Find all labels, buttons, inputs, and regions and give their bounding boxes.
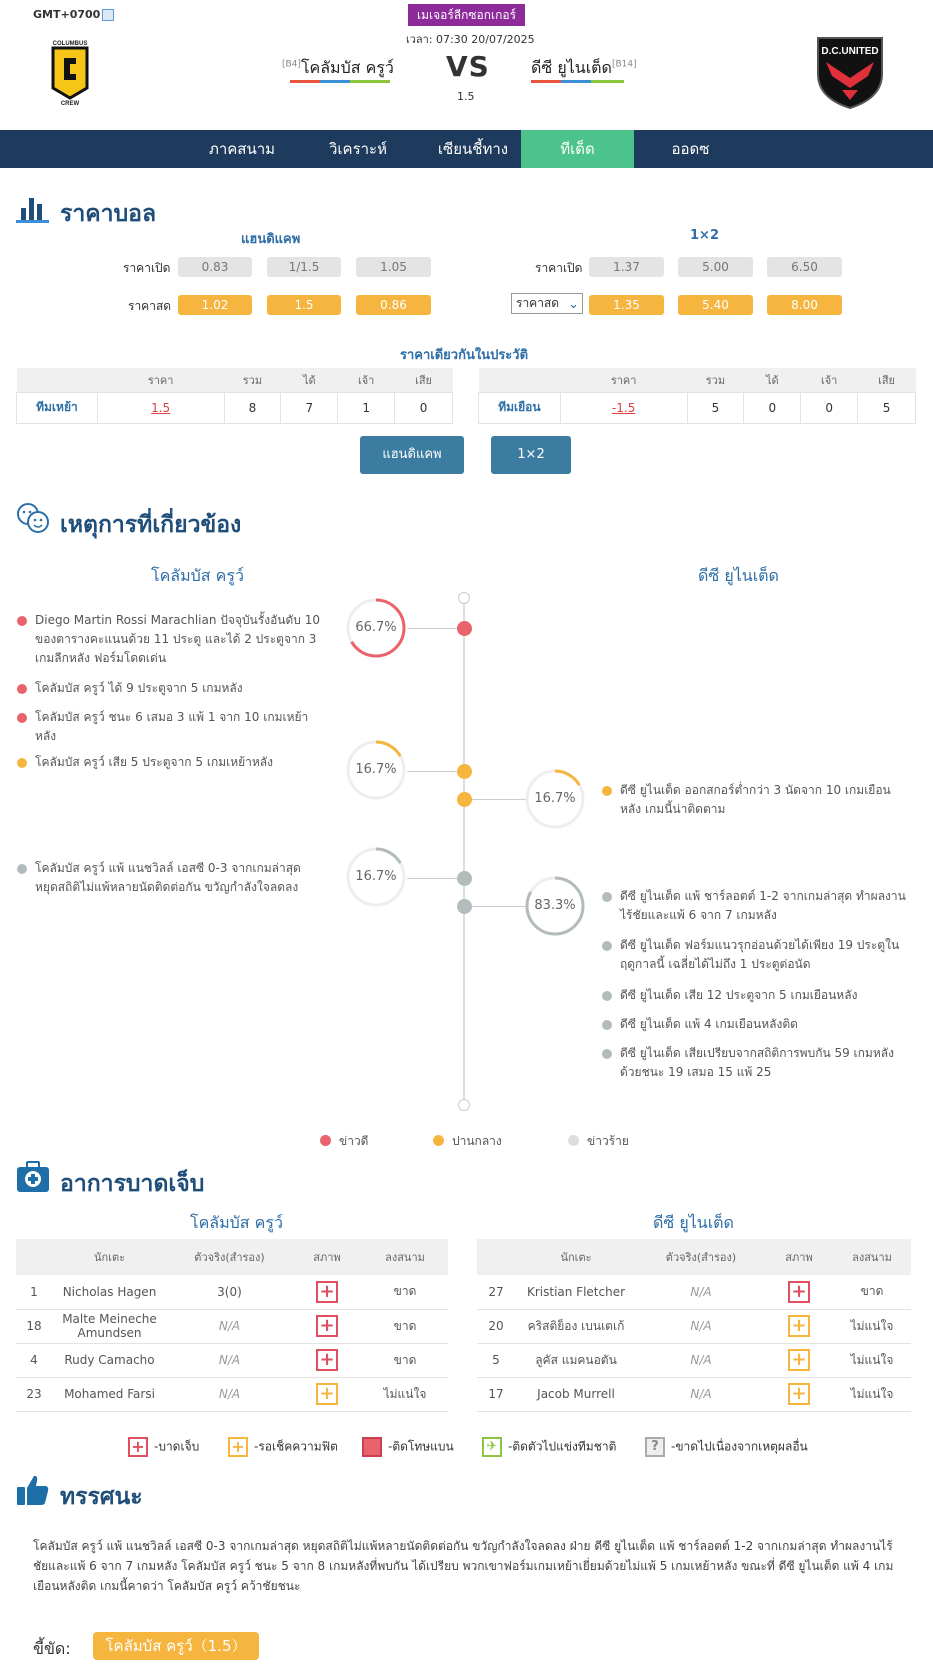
home-underline-2 (320, 80, 350, 83)
hist-h2: รวม (224, 368, 281, 392)
event-away-bad-5 (620, 1044, 910, 1082)
event-text: โคลัมบัส ครูว์ ได้ 9 ประตูจาก 5 เกมหลัง (35, 681, 243, 695)
table-row (17, 392, 453, 423)
player-name[interactable]: Rudy Camacho (52, 1343, 167, 1377)
ring-away-bad-label: 83.3% (534, 898, 576, 913)
injury-table-home (16, 1239, 448, 1412)
hdp-open-away: 1.05 (356, 257, 431, 277)
hist-h5: เสีย (858, 368, 916, 392)
inj-h1: นักเตะ (52, 1239, 167, 1275)
hist-h0 (479, 368, 561, 392)
ring-away-bad (525, 876, 585, 936)
player-availability: ไม่แน่ใจ (362, 1377, 448, 1411)
tab-odds[interactable]: ออดซ (671, 140, 710, 158)
injured-icon: + (316, 1315, 338, 1337)
event-away-bad-4 (620, 1015, 910, 1034)
away-underline-3 (591, 80, 624, 83)
legend-label: -ขาดไปเนื่องจากเหตุผลอื่น (671, 1439, 808, 1454)
inj-h4: ลงสนาม (362, 1239, 448, 1275)
legend-mid-label: ปานกลาง (452, 1134, 502, 1148)
player-status (765, 1309, 833, 1343)
player-availability: ไม่แน่ใจ (833, 1343, 911, 1377)
connector-away-bad (470, 906, 526, 907)
good-dot (17, 616, 27, 626)
player-number: 4 (16, 1343, 52, 1377)
timeline-dot-away-bad (457, 899, 472, 914)
hist-h1: ราคา (97, 368, 224, 392)
player-status (765, 1377, 833, 1411)
legend-label: -บาดเจ็บ (154, 1439, 200, 1454)
bar-chart-icon (16, 194, 49, 224)
player-apps: N/A (167, 1377, 292, 1411)
player-status (292, 1377, 362, 1411)
x12-open-draw: 5.00 (678, 257, 753, 277)
fitness-check-icon: + (316, 1383, 338, 1405)
away-underline-1 (531, 80, 561, 83)
hdp-open-home: 0.83 (178, 257, 252, 277)
table-row (477, 1343, 911, 1377)
home-team-logo (48, 36, 92, 106)
event-text: ดีซี ยูไนเต็ด เสีย 12 ประตูจาก 5 เกมเยือนหลัง (620, 988, 858, 1002)
event-text: ดีซี ยูไนเต็ด แพ้ 4 เกมเยือนหลังติด (620, 1017, 798, 1031)
player-number: 18 (16, 1309, 52, 1343)
history-total: 5 (687, 392, 744, 423)
timeline-dot-away-mid (457, 792, 472, 807)
history-team-label: ทีมเยือน (479, 392, 561, 423)
player-name[interactable]: Nicholas Hagen (52, 1275, 167, 1309)
history-win: 0 (744, 392, 801, 423)
legend-good-dot (320, 1135, 331, 1146)
x12-open-away: 6.50 (767, 257, 842, 277)
away-team-logo (812, 32, 888, 110)
timezone-icon (102, 9, 114, 21)
handicap-value: 1.5 (457, 90, 475, 103)
ring-home-mid-label: 16.7% (355, 762, 397, 777)
player-number: 1 (16, 1275, 52, 1309)
mid-dot (17, 758, 27, 768)
x12-open-home: 1.37 (589, 257, 664, 277)
player-name[interactable]: Mohamed Farsi (52, 1377, 167, 1411)
player-apps: N/A (637, 1309, 765, 1343)
thumbs-up-icon (16, 1473, 50, 1507)
bad-dot (17, 864, 27, 874)
connector-home-good (407, 628, 457, 629)
legend-good-label: ข่าวดี (339, 1134, 369, 1148)
history-team-label: ทีมเหย้า (17, 392, 98, 423)
x12-live-home[interactable]: 1.35 (589, 295, 664, 315)
hdp-live-label: ราคาสด (128, 299, 172, 313)
player-status (765, 1343, 833, 1377)
event-away-bad-1 (620, 887, 910, 925)
player-apps: N/A (167, 1343, 292, 1377)
legend-mid (433, 1132, 502, 1151)
legend-good (320, 1132, 368, 1151)
bad-dot (602, 892, 612, 902)
ring-home-bad (346, 847, 406, 907)
history-odds-link[interactable]: -1.5 (560, 392, 687, 423)
events-home-team: โคลัมบัส ครูว์ (151, 566, 244, 585)
tip-label: ขี้ขัด: (33, 1639, 71, 1658)
event-text: ดีซี ยูไนเต็ด ฟอร์มแนวรุกอ่อนด้วยได้เพียง 19 ประตูในฤดูกาลนี้ เฉลี่ยได้ไม่ถึง 1 ประตูต่อนัด (620, 938, 900, 971)
bad-dot (602, 1049, 612, 1059)
player-name[interactable]: Kristian Fletcher (515, 1275, 637, 1309)
history-loss: 0 (395, 392, 453, 423)
history-draw: 1 (338, 392, 395, 423)
fitness-check-icon: + (228, 1437, 248, 1457)
player-status (292, 1309, 362, 1343)
away-rank: [B14] (611, 59, 637, 70)
handicap-button[interactable]: แฮนดิแคพ (360, 436, 464, 474)
tab-analysis[interactable]: วิเคราะห์ (328, 140, 387, 158)
player-status (292, 1343, 362, 1377)
hdp-open-line: 1/1.5 (267, 257, 341, 277)
event-home-good-2 (35, 679, 325, 698)
injury-header-row (16, 1239, 448, 1275)
match-header (0, 0, 933, 130)
question-icon: ? (645, 1437, 665, 1457)
away-team-name[interactable] (531, 56, 637, 81)
opinion-text: โคลัมบัส ครูว์ แพ้ แนชวิลล์ เอสซี 0-3 จากเกมล่าสุด หยุดสถิติไม่แพ้หลายนัดติดต่อกัน ขวัญกำลังใจลดลง ฝ่าย ดีซี ยูไนเต็ด แพ้ ชาร์ลอตต์ 1-2 จากเกมล่าสุด ทำผลงานไร้ชัยและแพ้ 6 จาก 7 เกมหลัง โคลัมบัส ครูว์ ชนะ 5 จาก 8 เกมหลังที่พบกัน ได้เปรียบ พวกเขาฟอร์มเกมเหย้าเยี่ยมด้วยไม่แพ้ 5 เกมเหย้าหลัง ขณะที่ ดีซี ยูไนเต็ด แพ้ 4 เกมเยือนหลังติด เกมนี้คาดว่า โคลัมบัส ครูว์ คว้าชัยชนะ (33, 1539, 894, 1593)
x12-open-label: ราคาเปิด (535, 261, 583, 275)
injury-legend-suspended (362, 1437, 454, 1457)
ring-home-bad-label: 16.7% (355, 869, 397, 884)
inj-h4: ลงสนาม (833, 1239, 911, 1275)
player-availability: ไม่แน่ใจ (833, 1309, 911, 1343)
hist-h5: เสีย (395, 368, 453, 392)
tab-tips[interactable]: ทีเด็ด (521, 130, 634, 168)
injury-legend-other (645, 1437, 808, 1457)
injured-icon: + (316, 1349, 338, 1371)
opinion-section-title: ทรรศนะ (60, 1484, 143, 1510)
connector-home-bad (407, 878, 457, 879)
good-dot (17, 684, 27, 694)
player-number: 23 (16, 1377, 52, 1411)
injury-away-team: ดีซี ยูไนเต็ด (653, 1213, 734, 1232)
x12-button[interactable]: 1×2 (491, 436, 571, 474)
player-availability: ขาด (362, 1275, 448, 1309)
home-underline-3 (350, 80, 390, 83)
injured-icon: + (316, 1281, 338, 1303)
history-odds-link[interactable]: 1.5 (97, 392, 224, 423)
chevron-down-icon: ⌄ (568, 297, 579, 312)
legend-bad-label: ข่าวร้าย (587, 1134, 629, 1148)
event-text: โคลัมบัส ครูว์ เสีย 5 ประตูจาก 5 เกมเหย้าหลัง (35, 755, 274, 769)
history-loss: 5 (858, 392, 916, 423)
history-draw: 0 (801, 392, 858, 423)
connector-home-mid (407, 771, 457, 772)
medical-kit-icon (16, 1161, 50, 1193)
player-name[interactable]: Malte Meineche Amundsen (52, 1309, 167, 1343)
fitness-check-icon: + (788, 1315, 810, 1337)
player-name[interactable]: ลูคัส แมคนอตัน (515, 1343, 637, 1377)
player-number: 5 (477, 1343, 515, 1377)
timeline-start (458, 592, 470, 604)
match-time: เวลา: 07:30 20/07/2025 (406, 33, 535, 46)
home-underline-1 (290, 80, 320, 83)
inj-h0 (477, 1239, 515, 1275)
event-text: Diego Martin Rossi Marachlian ปัจจุบันรั้งอันดับ 10 ของตารางคะแนนด้วย 11 ประตู และได้ 2 ประตูจาก 3 เกมลีกหลัง ฟอร์มโดดเด่น (35, 613, 320, 665)
hdp-open-label: ราคาเปิด (123, 261, 171, 275)
timezone-selector[interactable] (33, 8, 114, 21)
handicap-subtitle: แฮนดิแคพ (241, 232, 301, 247)
events-away-team: ดีซี ยูไนเต็ด (698, 566, 779, 585)
timeline-dot-home-bad (457, 871, 472, 886)
injured-icon: + (788, 1281, 810, 1303)
event-text: โคลัมบัส ครูว์ ชนะ 6 เสมอ 3 แพ้ 1 จาก 10 เกมเหย้าหลัง (35, 710, 309, 743)
odds-type-select[interactable] (511, 293, 583, 314)
tab-field[interactable]: ภาคสนาม (208, 140, 276, 158)
home-name-text: โคลัมบัส ครูว์ (300, 58, 394, 77)
inj-h0 (16, 1239, 52, 1275)
event-away-mid-1 (620, 781, 910, 819)
event-text: ดีซี ยูไนเต็ด แพ้ ชาร์ลอตต์ 1-2 จากเกมล่าสุด ทำผลงานไร้ชัยและแพ้ 6 จาก 7 เกมหลัง (620, 889, 906, 922)
bad-dot (602, 941, 612, 951)
player-name[interactable]: Jacob Murrell (515, 1377, 637, 1411)
table-row (477, 1377, 911, 1411)
bad-dot (602, 991, 612, 1001)
table-row (479, 392, 916, 423)
inj-h3: สภาพ (292, 1239, 362, 1275)
hist-h0 (17, 368, 98, 392)
legend-label: -ติดตัวไปแข่งทีมชาติ (508, 1439, 617, 1454)
mid-dot (602, 786, 612, 796)
events-timeline (463, 597, 465, 1105)
history-table-away (478, 368, 916, 424)
hdp-live-away[interactable]: 0.86 (356, 295, 431, 315)
injury-legend-fitness (228, 1437, 338, 1457)
legend-bad-dot (568, 1135, 579, 1146)
injury-legend-national (482, 1437, 616, 1457)
away-name-text: ดีซี ยูไนเต็ด (531, 58, 612, 77)
hdp-live-line[interactable]: 1.5 (267, 295, 341, 315)
player-apps: N/A (637, 1377, 765, 1411)
home-logo-subtext: CREW (60, 101, 80, 107)
home-rank: [B4] (282, 59, 301, 70)
home-logo-text: COLUMBUS (52, 41, 88, 47)
odds-section-title: ราคาบอล (60, 201, 157, 227)
event-text: โคลัมบัส ครูว์ แพ้ แนชวิลล์ เอสซี 0-3 จากเกมล่าสุด หยุดสถิติไม่แพ้หลายนัดติดต่อกัน ขวัญกำลังใจลดลง (35, 861, 301, 894)
away-logo-text: D.C.UNITED (821, 46, 879, 57)
inj-h2: ตัวจริง(สำรอง) (167, 1239, 292, 1275)
history-total: 8 (224, 392, 281, 423)
history-win: 7 (281, 392, 338, 423)
history-subtitle: ราคาเดียวกันในประวัติ (400, 348, 529, 363)
fitness-check-icon: + (788, 1383, 810, 1405)
x12-live-away[interactable]: 8.00 (767, 295, 842, 315)
history-header-row (479, 368, 916, 392)
timeline-dot-home-good (457, 621, 472, 636)
event-text: ดีซี ยูไนเต็ด ออกสกอร์ต่ำกว่า 3 นัดจาก 10 เกมเยือนหลัง เกมนี้น่าติดตาม (620, 783, 891, 816)
main-nav (0, 130, 933, 168)
odds-select-value: ราคาสด (516, 296, 560, 310)
vs-label: VS (446, 50, 490, 83)
player-availability: ขาด (833, 1275, 911, 1309)
connector-away-mid (470, 799, 526, 800)
timezone-label: GMT+0700 (33, 8, 101, 21)
hist-h4: เจ้า (338, 368, 395, 392)
ring-home-good (346, 598, 406, 658)
tab-experts[interactable]: เซียนชี้ทาง (437, 140, 509, 158)
injured-icon: + (128, 1437, 148, 1457)
history-table-home (16, 368, 453, 424)
hist-h3: ได้ (281, 368, 338, 392)
player-number: 20 (477, 1309, 515, 1343)
player-name[interactable]: คริสติย็อง เบนเตเก้ (515, 1309, 637, 1343)
home-team-name[interactable] (282, 56, 394, 81)
table-row (477, 1275, 911, 1309)
timeline-end (458, 1099, 470, 1111)
player-status (765, 1275, 833, 1309)
player-apps: N/A (637, 1275, 765, 1309)
event-home-mid-1 (35, 753, 325, 772)
inj-h2: ตัวจริง(สำรอง) (637, 1239, 765, 1275)
legend-bad (568, 1132, 629, 1151)
ring-home-mid (346, 740, 406, 800)
table-row (16, 1275, 448, 1309)
hist-h3: ได้ (744, 368, 801, 392)
ring-away-mid-label: 16.7% (534, 791, 576, 806)
bad-dot (602, 1020, 612, 1030)
league-badge[interactable]: เมเจอร์ลีกซอกเกอร์ (408, 4, 525, 26)
x12-subtitle: 1×2 (690, 228, 719, 243)
tip-badge: โคลัมบัส ครูว์（1.5） (93, 1632, 259, 1660)
table-row (16, 1343, 448, 1377)
timeline-dot-home-mid (457, 764, 472, 779)
legend-label: -รอเช็คความฟิต (254, 1439, 338, 1454)
ring-away-mid (525, 769, 585, 829)
table-row (16, 1309, 448, 1343)
airplane-icon: ✈ (482, 1437, 502, 1457)
faces-icon (16, 502, 50, 534)
player-apps: 3(0) (167, 1275, 292, 1309)
event-home-good-1 (35, 611, 325, 668)
event-text: ดีซี ยูไนเต็ด เสียเปรียบจากสถิติการพบกัน 59 เกมหลัง ด้วยชนะ 19 เสมอ 15 แพ้ 25 (620, 1046, 894, 1079)
injury-table-away (477, 1239, 911, 1412)
player-availability: ไม่แน่ใจ (833, 1377, 911, 1411)
injury-section-title: อาการบาดเจ็บ (60, 1171, 205, 1197)
hist-h4: เจ้า (801, 368, 858, 392)
event-home-bad-1 (35, 859, 325, 897)
good-dot (17, 713, 27, 723)
table-row (477, 1309, 911, 1343)
hist-h2: รวม (687, 368, 744, 392)
player-number: 27 (477, 1275, 515, 1309)
injury-home-team: โคลัมบัส ครูว์ (190, 1213, 283, 1232)
x12-live-draw[interactable]: 5.40 (678, 295, 753, 315)
hdp-live-home[interactable]: 1.02 (178, 295, 252, 315)
legend-label: -ติดโทษแบน (388, 1439, 454, 1454)
player-number: 17 (477, 1377, 515, 1411)
ring-home-good-label: 66.7% (355, 620, 397, 635)
player-status (292, 1275, 362, 1309)
injury-header-row (477, 1239, 911, 1275)
event-away-bad-2 (620, 936, 910, 974)
player-availability: ขาด (362, 1309, 448, 1343)
inj-h3: สภาพ (765, 1239, 833, 1275)
injury-legend-injured (128, 1437, 199, 1457)
event-home-good-3 (35, 708, 325, 743)
table-row (16, 1377, 448, 1411)
history-header-row (17, 368, 453, 392)
suspended-icon (362, 1437, 382, 1457)
events-section-title: เหตุการที่เกี่ยวข้อง (60, 512, 242, 538)
player-apps: N/A (637, 1343, 765, 1377)
player-availability: ขาด (362, 1343, 448, 1377)
event-away-bad-3 (620, 986, 910, 1005)
inj-h1: นักเตะ (515, 1239, 637, 1275)
player-apps: N/A (167, 1309, 292, 1343)
fitness-check-icon: + (788, 1349, 810, 1371)
away-underline-2 (561, 80, 591, 83)
legend-mid-dot (433, 1135, 444, 1146)
hist-h1: ราคา (560, 368, 687, 392)
